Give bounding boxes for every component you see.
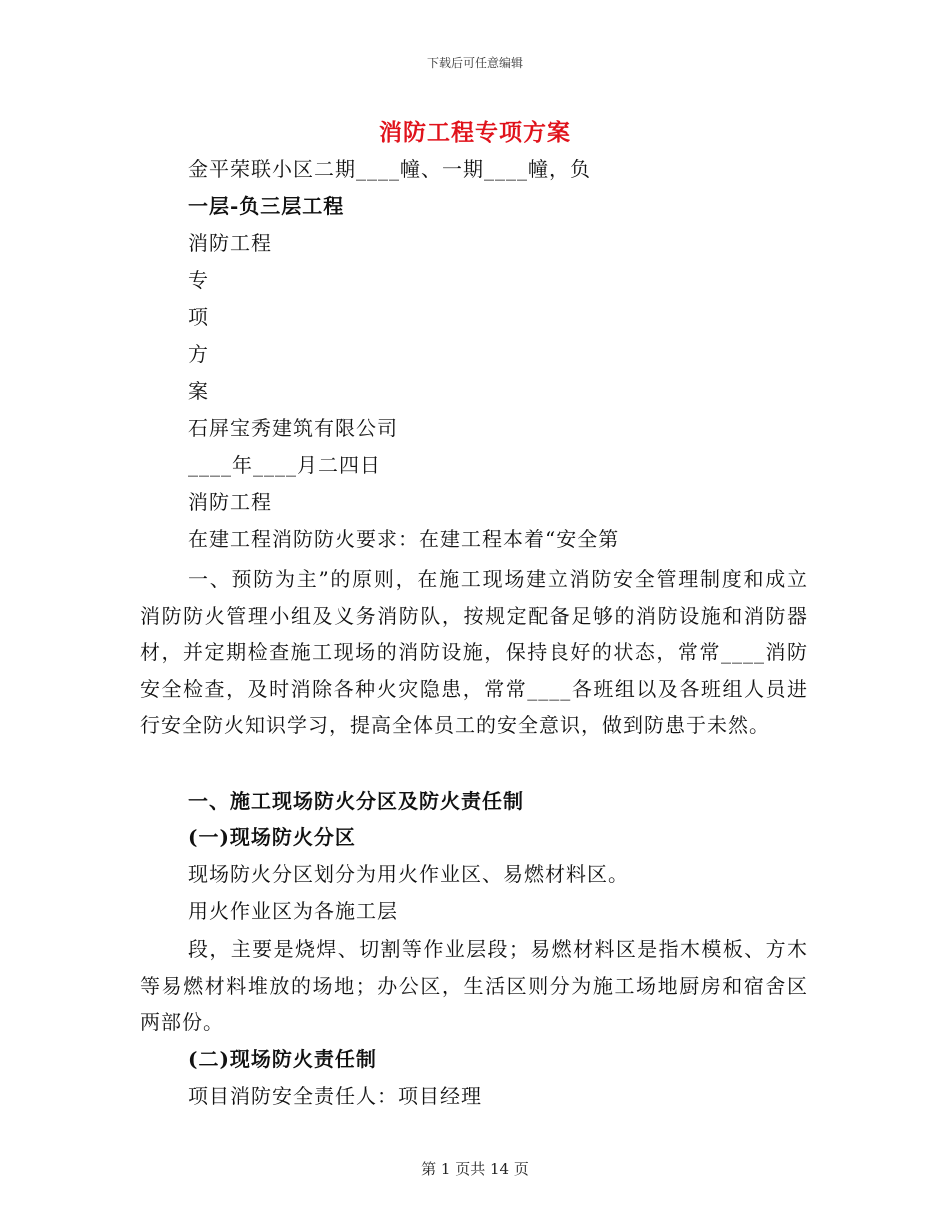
intro-line-bold: 一层-负三层工程 <box>188 194 345 218</box>
intro-line: 项 <box>188 305 209 329</box>
body-line: 用火作业区为各施工层 <box>188 899 398 923</box>
intro-line: 消防工程 <box>188 231 272 255</box>
paragraph-principle: 一、预防为主”的原则，在施工现场建立消防安全管理制度和成立消防防火管理小组及义务消防队，按规定配备足够的消防设施和消防器材，并定期检查施工现场的消防设施，保持良好的状态，常常____消防安全检查，及时消除各种火灾隐患，常常____各班组以及各班组人员进行安全防火知识学习，提高全体员工的安全意识，做到防患于未然。 <box>140 567 808 737</box>
body-line: 项目消防安全责任人：项目经理 <box>188 1084 482 1108</box>
intro-line: 在建工程消防防火要求：在建工程本着“安全第 <box>188 527 620 551</box>
subsection-heading: (二)现场防火责任制 <box>188 1047 377 1071</box>
intro-line: 消防工程 <box>188 490 272 514</box>
subsection-heading: (一)现场防火分区 <box>188 825 356 849</box>
intro-line: 方 <box>188 342 209 366</box>
page-number: 第 1 页共 14 页 <box>421 1160 529 1178</box>
company-name: 石屏宝秀建筑有限公司 <box>188 416 398 440</box>
body-line: 现场防火分区划分为用火作业区、易燃材料区。 <box>188 862 629 886</box>
paragraph-zones: 段，主要是烧焊、切割等作业层段；易燃材料区是指木模板、方木等易燃材料堆放的场地；办公区，生活区则分为施工场地厨房和宿舍区两部份。 <box>140 937 808 1034</box>
document-title: 消防工程专项方案 <box>379 119 571 146</box>
header-note: 下载后可任意编辑 <box>426 56 523 70</box>
intro-line: 案 <box>188 379 209 403</box>
section-heading: 一、施工现场防火分区及防火责任制 <box>188 789 524 813</box>
intro-line: 金平荣联小区二期____幢、一期____幢，负 <box>188 157 591 181</box>
intro-line: 专 <box>188 268 209 292</box>
date-line: ____年____月二四日 <box>188 453 381 477</box>
